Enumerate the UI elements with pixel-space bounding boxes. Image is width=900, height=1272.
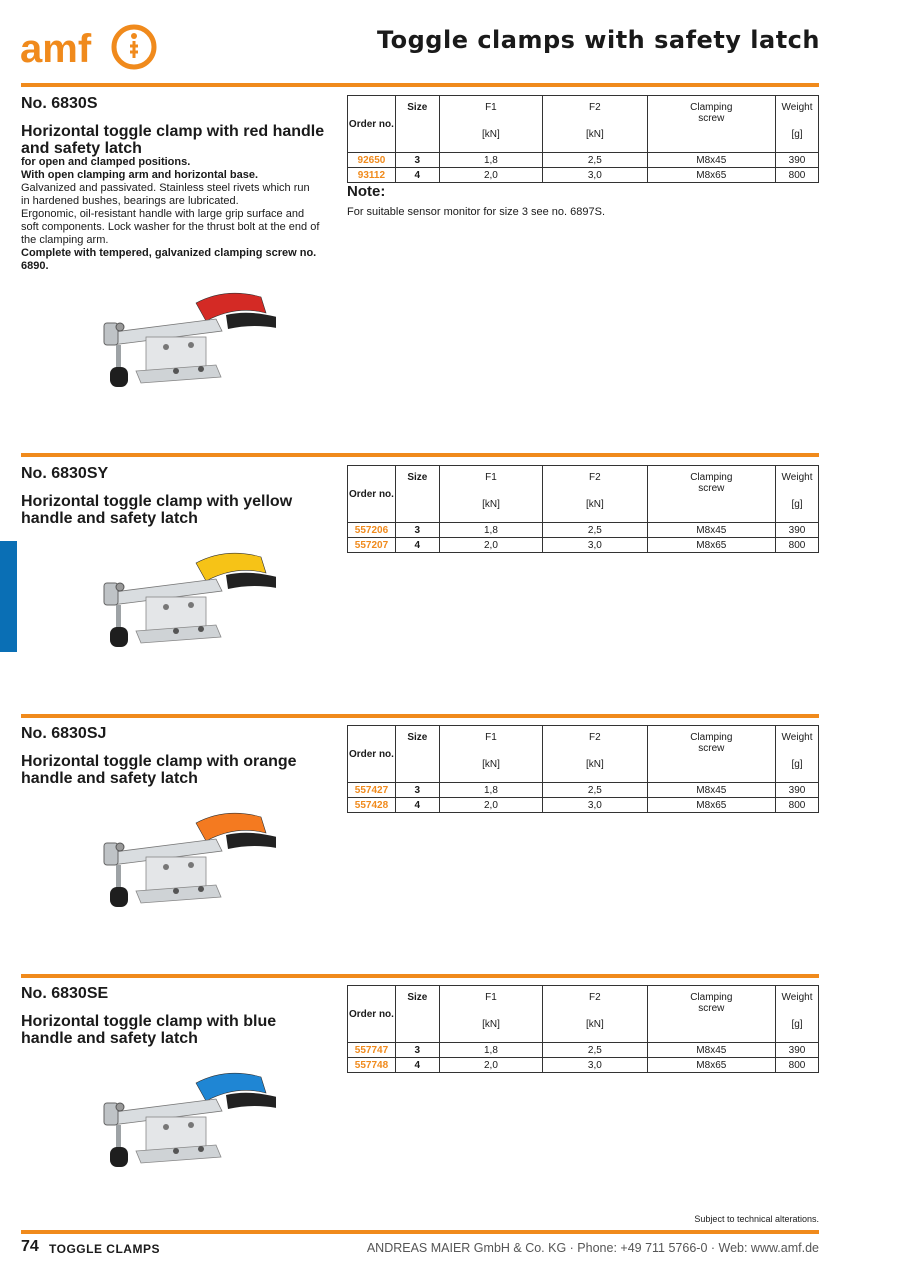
col-size: Size	[395, 986, 439, 1043]
product-number: No. 6830SY	[21, 465, 109, 482]
col-order: Order no.	[348, 96, 396, 153]
table-row	[348, 1043, 819, 1058]
order-number[interactable]: 557747	[348, 1043, 396, 1058]
product-section-6830sj	[21, 725, 819, 965]
product-section-6830sy	[21, 465, 819, 705]
size-cell: 3	[395, 1043, 439, 1058]
f1-cell: 2,0	[439, 798, 542, 813]
weight-cell: 800	[776, 538, 819, 553]
clamp-product-image	[76, 285, 276, 405]
col-order: Order no.	[348, 986, 396, 1043]
product-section-6830s	[21, 95, 819, 445]
section-divider	[21, 453, 819, 457]
screw-cell: M8x65	[647, 798, 775, 813]
weight-cell: 390	[776, 153, 819, 168]
table-row	[348, 1058, 819, 1073]
col-order: Order no.	[348, 726, 396, 783]
col-size: Size	[395, 96, 439, 153]
product-title: Horizontal toggle clamp with red handle and safety latch	[21, 123, 325, 157]
col-weight: Weight [g]	[776, 726, 819, 783]
col-f2: F2 [kN]	[543, 986, 647, 1043]
screw-cell: M8x45	[647, 523, 775, 538]
description-line: for open and clamped positions.	[21, 156, 191, 168]
col-screw: Clamping screw	[647, 726, 775, 783]
section-divider	[21, 714, 819, 718]
col-screw: Clamping screw	[647, 986, 775, 1043]
f2-cell: 3,0	[543, 1058, 647, 1073]
size-cell: 4	[395, 1058, 439, 1073]
screw-cell: M8x45	[647, 1043, 775, 1058]
product-number: No. 6830SJ	[21, 725, 107, 742]
table-row	[348, 153, 819, 168]
weight-cell: 800	[776, 168, 819, 183]
f1-cell: 2,0	[439, 1058, 542, 1073]
col-f1: F1 [kN]	[439, 466, 542, 523]
product-description	[21, 156, 321, 273]
f2-cell: 3,0	[543, 538, 647, 553]
product-title: Horizontal toggle clamp with orange handle and safety latch	[21, 753, 297, 787]
order-number[interactable]: 93112	[348, 168, 396, 183]
alterations-note: Subject to technical alterations.	[694, 1214, 819, 1224]
spec-table	[347, 725, 819, 813]
product-section-6830se	[21, 985, 819, 1210]
f2-cell: 2,5	[543, 153, 647, 168]
spec-table	[347, 465, 819, 553]
weight-cell: 390	[776, 523, 819, 538]
section-divider	[21, 974, 819, 978]
order-number[interactable]: 557748	[348, 1058, 396, 1073]
col-screw: Clamping screw	[647, 466, 775, 523]
f2-cell: 2,5	[543, 1043, 647, 1058]
clamp-product-image	[76, 805, 276, 925]
f2-cell: 2,5	[543, 783, 647, 798]
size-cell: 3	[395, 783, 439, 798]
col-size: Size	[395, 726, 439, 783]
company-info: ANDREAS MAIER GmbH & Co. KG · Phone: +49 711 5766-0 · Web: www.amf.de	[366, 1241, 819, 1255]
weight-cell: 800	[776, 798, 819, 813]
col-f2: F2 [kN]	[543, 96, 647, 153]
table-row	[348, 523, 819, 538]
screw-cell: M8x45	[647, 783, 775, 798]
spec-table	[347, 985, 819, 1073]
weight-cell: 390	[776, 783, 819, 798]
product-number: No. 6830SE	[21, 985, 109, 1002]
table-row	[348, 538, 819, 553]
col-f2: F2 [kN]	[543, 726, 647, 783]
f1-cell: 1,8	[439, 523, 542, 538]
note-text: For suitable sensor monitor for size 3 see no. 6897S.	[347, 206, 606, 218]
size-cell: 3	[395, 153, 439, 168]
clamp-product-image	[76, 1065, 276, 1185]
f1-cell: 1,8	[439, 1043, 542, 1058]
size-cell: 3	[395, 523, 439, 538]
weight-cell: 800	[776, 1058, 819, 1073]
table-row	[348, 168, 819, 183]
f2-cell: 2,5	[543, 523, 647, 538]
col-weight: Weight [g]	[776, 466, 819, 523]
section-divider	[21, 83, 819, 87]
table-row	[348, 798, 819, 813]
f1-cell: 2,0	[439, 168, 542, 183]
col-weight: Weight [g]	[776, 96, 819, 153]
col-f1: F1 [kN]	[439, 726, 542, 783]
chapter-side-tab	[0, 541, 17, 652]
f1-cell: 1,8	[439, 153, 542, 168]
col-screw: Clamping screw	[647, 96, 775, 153]
order-number[interactable]: 557207	[348, 538, 396, 553]
description-line: Galvanized and passivated. Stainless steel rivets which run in hardened bushes, bearings are lubricated.	[21, 182, 310, 207]
weight-cell: 390	[776, 1043, 819, 1058]
order-number[interactable]: 557206	[348, 523, 396, 538]
svg-text:amf: amf	[20, 27, 92, 71]
screw-cell: M8x65	[647, 538, 775, 553]
col-f2: F2 [kN]	[543, 466, 647, 523]
col-weight: Weight [g]	[776, 986, 819, 1043]
f1-cell: 2,0	[439, 538, 542, 553]
product-title: Horizontal toggle clamp with yellow handle and safety latch	[21, 493, 293, 527]
page-number: 74	[21, 1238, 39, 1255]
order-number[interactable]: 92650	[348, 153, 396, 168]
table-row	[348, 783, 819, 798]
chapter-label: TOGGLE CLAMPS	[49, 1242, 160, 1256]
page-title: Toggle clamps with safety latch	[376, 26, 820, 54]
footer-divider	[21, 1230, 819, 1234]
spec-table	[347, 95, 819, 183]
product-title: Horizontal toggle clamp with blue handle and safety latch	[21, 1013, 277, 1047]
description-line: Complete with tempered, galvanized clamping screw no. 6890.	[21, 247, 317, 272]
col-f1: F1 [kN]	[439, 96, 542, 153]
size-cell: 4	[395, 168, 439, 183]
screw-cell: M8x45	[647, 153, 775, 168]
f1-cell: 1,8	[439, 783, 542, 798]
col-size: Size	[395, 466, 439, 523]
size-cell: 4	[395, 538, 439, 553]
description-line: With open clamping arm and horizontal base.	[21, 169, 259, 181]
description-line: Ergonomic, oil-resistant handle with large grip surface and soft components. Lock washer for the thrust bolt at the end of the clamping arm.	[21, 208, 320, 246]
f2-cell: 3,0	[543, 168, 647, 183]
note-heading: Note:	[347, 183, 386, 200]
col-f1: F1 [kN]	[439, 986, 542, 1043]
screw-cell: M8x65	[647, 168, 775, 183]
order-number[interactable]: 557428	[348, 798, 396, 813]
amf-logo	[20, 22, 160, 74]
screw-cell: M8x65	[647, 1058, 775, 1073]
col-order: Order no.	[348, 466, 396, 523]
f2-cell: 3,0	[543, 798, 647, 813]
size-cell: 4	[395, 798, 439, 813]
clamp-product-image	[76, 545, 276, 665]
product-number: No. 6830S	[21, 95, 98, 112]
order-number[interactable]: 557427	[348, 783, 396, 798]
